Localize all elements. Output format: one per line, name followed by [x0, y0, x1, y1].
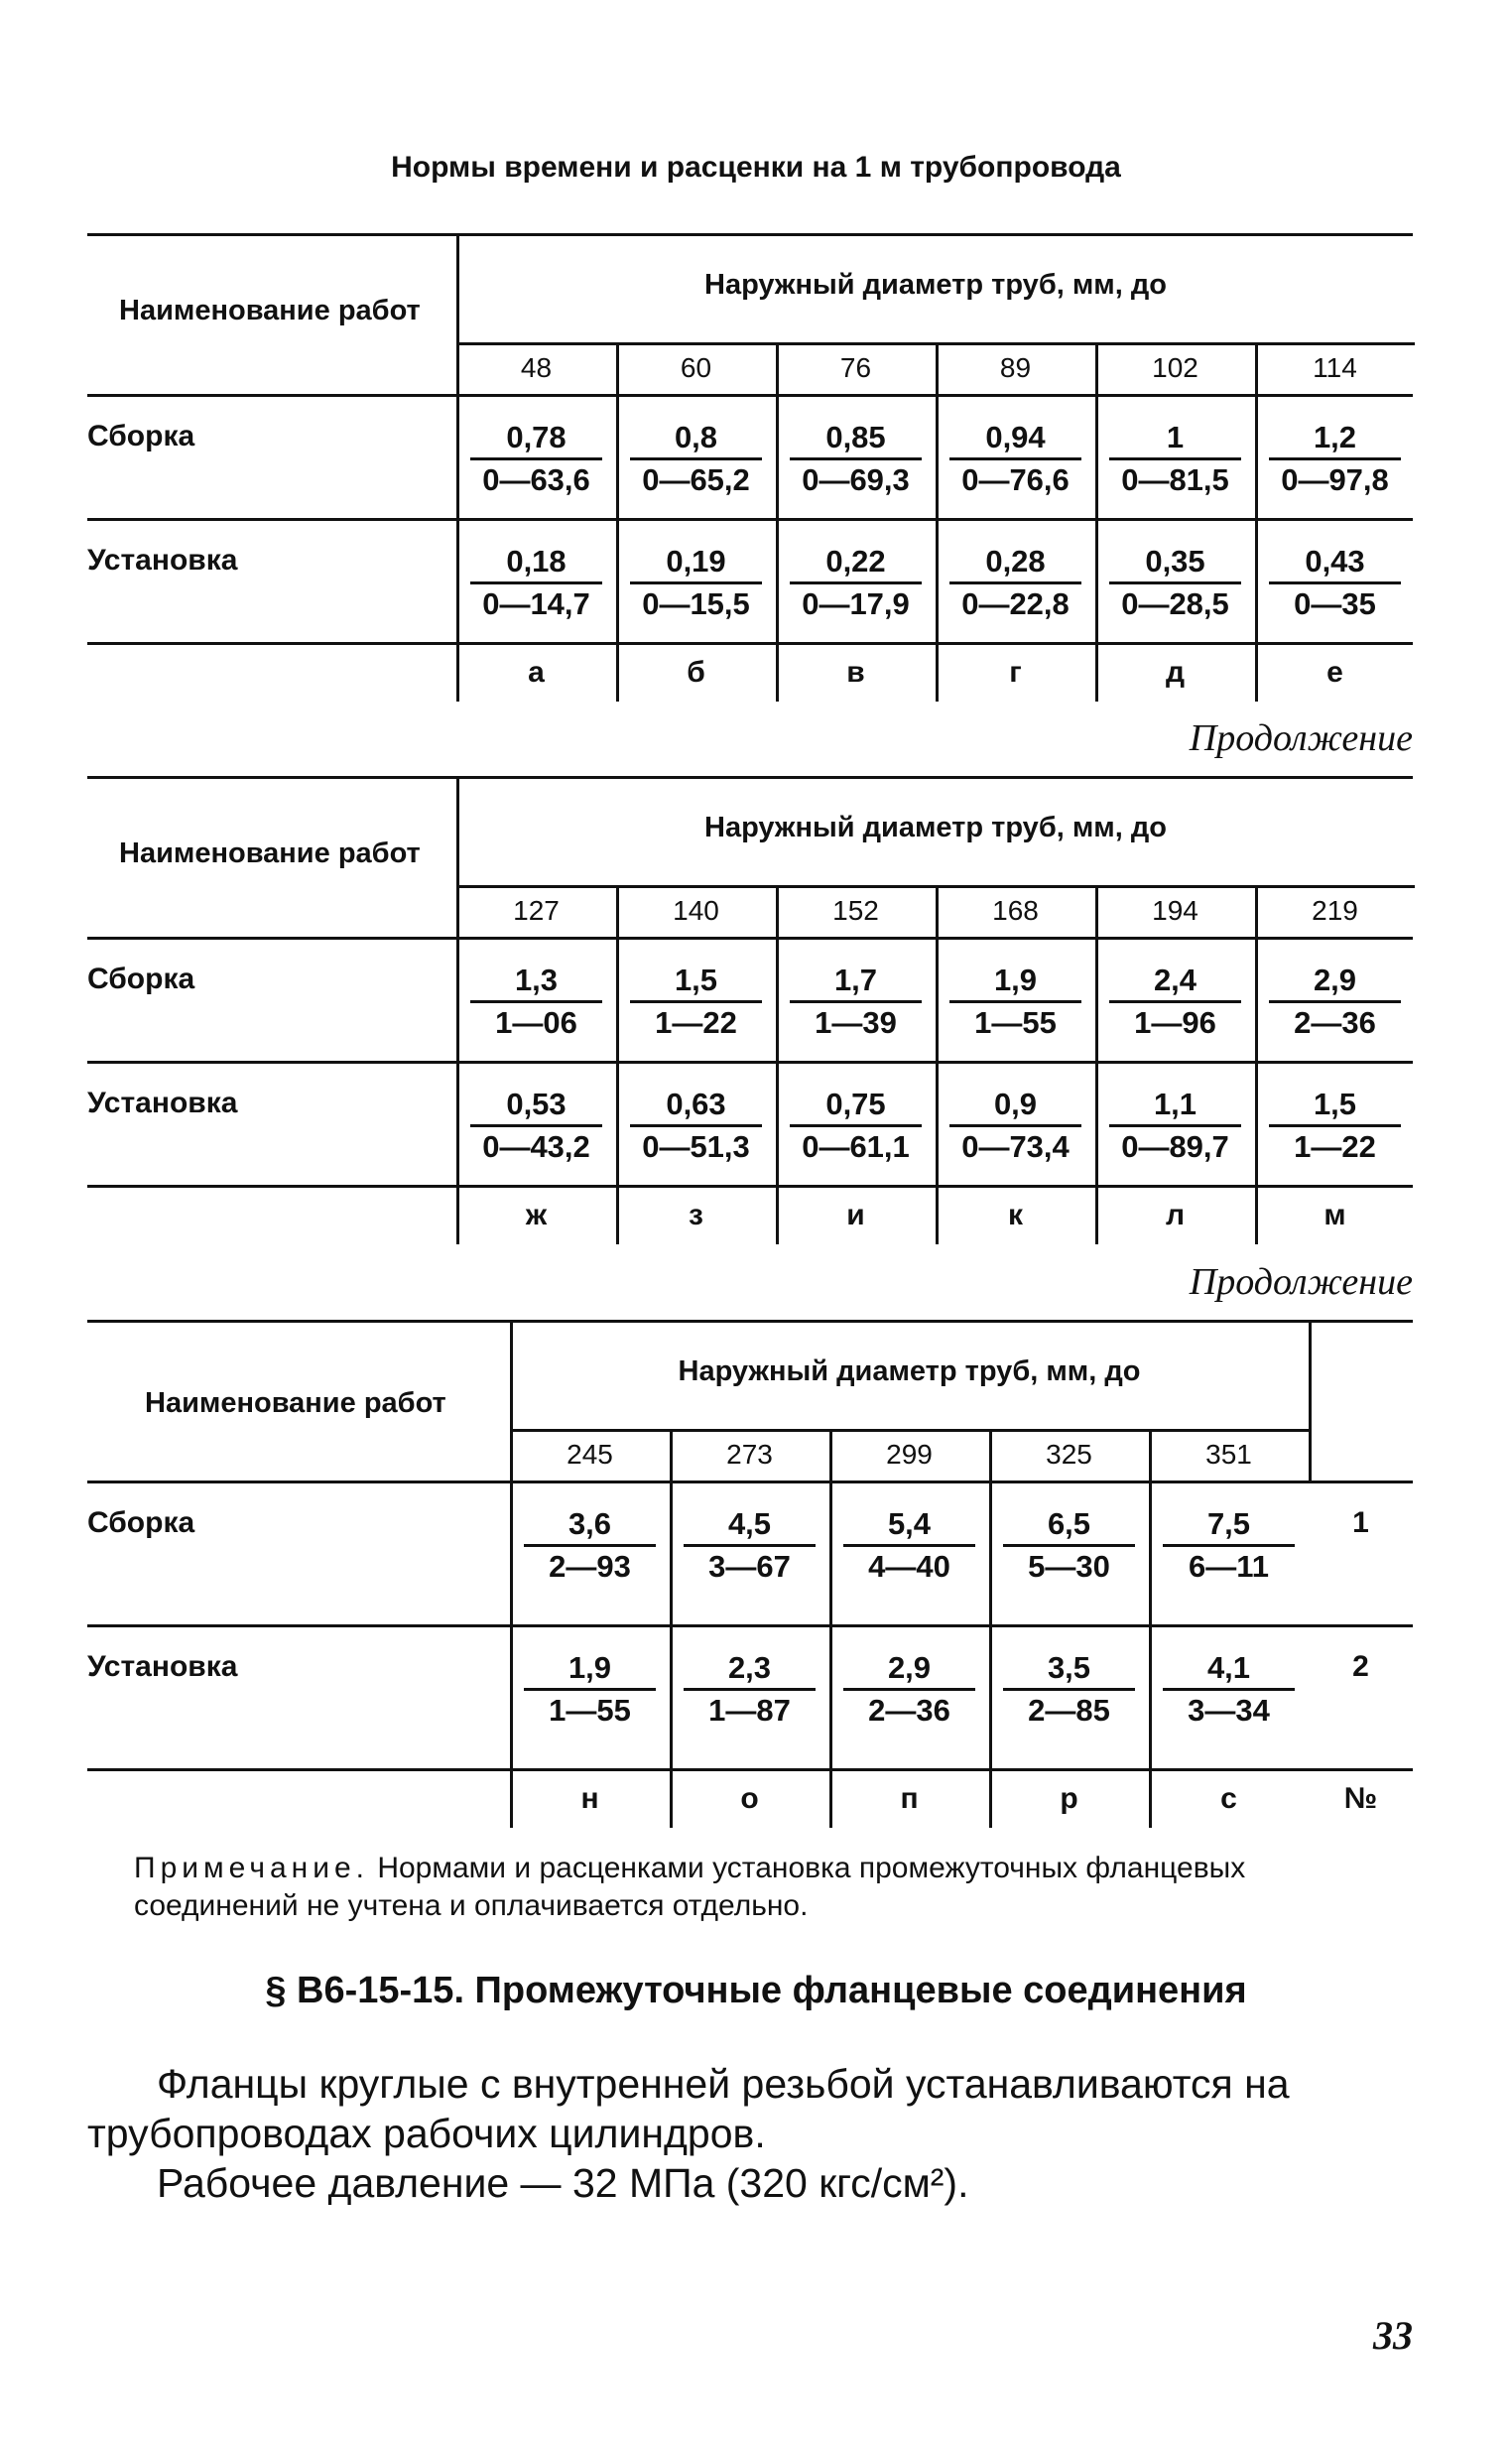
column-letter: р: [1060, 1782, 1078, 1815]
fraction-bar: [1109, 1000, 1241, 1003]
paragraph-flanges-text: Фланцы круглые с внутренней резьбой устанавливаются на трубопроводах рабочих цилиндров.: [87, 2061, 1290, 2156]
rate: 3—67: [708, 1549, 791, 1584]
time-norm: 2,3: [727, 1650, 772, 1685]
norm-cell: [1255, 420, 1415, 498]
table-rule: [87, 1624, 1413, 1627]
fraction-bar: [843, 1688, 975, 1691]
rate: 0—14,7: [482, 586, 590, 621]
column-diameter: 194: [1152, 895, 1198, 926]
rate: 0—73,4: [961, 1129, 1070, 1164]
rate: 1—55: [974, 1005, 1057, 1040]
time-norm: 0,94: [985, 420, 1046, 454]
rate: 0—15,5: [642, 586, 750, 621]
rate: 1—06: [495, 1005, 577, 1040]
table-rule: [1095, 342, 1098, 702]
norm-cell: [456, 1087, 616, 1165]
norm-cell: [670, 1506, 829, 1585]
norm-cell: [776, 1087, 936, 1165]
table-rule: [776, 342, 779, 702]
rate: 0—17,9: [802, 586, 910, 621]
rate: 2—36: [1294, 1005, 1376, 1040]
diameter-header: Наружный диаметр труб, мм, до: [704, 269, 1167, 301]
norm-cell: [616, 1087, 776, 1165]
column-letter: к: [1007, 1199, 1023, 1231]
row-number: 2: [1352, 1650, 1369, 1683]
column-diameter: 168: [992, 895, 1039, 926]
norm-cell: [1149, 1506, 1309, 1585]
time-norm: 0,9: [993, 1087, 1038, 1121]
row-name: Сборка: [87, 963, 195, 995]
table-rule: [87, 642, 1413, 645]
rate: 2—85: [1028, 1693, 1110, 1728]
time-norm: 2,9: [887, 1650, 932, 1685]
column-diameter: 76: [839, 352, 872, 383]
column-letter: л: [1165, 1199, 1186, 1231]
fraction-bar: [790, 1000, 922, 1003]
norm-cell: [936, 544, 1095, 622]
time-norm: 0,78: [506, 420, 567, 454]
column-letter: г: [1009, 656, 1022, 689]
norm-cell: [456, 963, 616, 1041]
rate: 4—40: [868, 1549, 950, 1584]
fraction-bar: [470, 1000, 602, 1003]
norm-cell: [1095, 1087, 1255, 1165]
table-rule: [616, 342, 619, 702]
column-letter: н: [580, 1782, 599, 1815]
rate: 0—76,6: [961, 462, 1070, 497]
norm-cell: [776, 544, 936, 622]
rate: 1—96: [1134, 1005, 1216, 1040]
fraction-bar: [630, 581, 762, 584]
time-norm: 4,5: [727, 1506, 772, 1541]
norm-cell: [776, 420, 936, 498]
column-letter: м: [1323, 1199, 1346, 1231]
time-norm: 6,5: [1047, 1506, 1091, 1541]
fraction-bar: [630, 1124, 762, 1127]
column-diameter: 325: [1046, 1439, 1092, 1470]
note-text: Нормами и расценками установка промежуточных фланцевых соединений не учтена и оплачивается отдельно.: [134, 1852, 1246, 1922]
norm-cell: [456, 544, 616, 622]
diameter-header: Наружный диаметр труб, мм, до: [678, 1355, 1141, 1387]
norms-table-2: [87, 776, 1413, 1231]
fraction-bar: [524, 1688, 656, 1691]
fraction-bar: [1269, 1124, 1401, 1127]
time-norm: 1,7: [833, 963, 878, 997]
rate: 0—81,5: [1121, 462, 1229, 497]
fraction-bar: [790, 1124, 922, 1127]
norms-table-3: [87, 1320, 1413, 1821]
fraction-bar: [470, 581, 602, 584]
column-diameter: 245: [567, 1439, 613, 1470]
rate: 1—87: [708, 1693, 791, 1728]
paragraph-pressure-text: Рабочее давление — 32 МПа (320 кгс/см²).: [157, 2160, 969, 2206]
row-number: 1: [1352, 1506, 1369, 1539]
table-rule: [1309, 1320, 1312, 1480]
row-name: Сборка: [87, 1506, 195, 1539]
rate: 0—97,8: [1281, 462, 1389, 497]
continuation-label: Продолжение: [1189, 1261, 1413, 1303]
time-norm: 4,1: [1206, 1650, 1251, 1685]
column-diameter: 89: [999, 352, 1032, 383]
rate: 0—22,8: [961, 586, 1070, 621]
time-norm: 1,3: [514, 963, 559, 997]
paragraph-flanges: [87, 2059, 1417, 2158]
norm-cell: [1095, 420, 1255, 498]
table-rule: [87, 1768, 1413, 1771]
rate: 0—28,5: [1121, 586, 1229, 621]
fraction-bar: [1269, 581, 1401, 584]
norm-cell: [936, 1087, 1095, 1165]
time-norm: 3,6: [567, 1506, 612, 1541]
table-rule: [1149, 1429, 1152, 1828]
name-column-header: Наименование работ: [119, 837, 421, 869]
fraction-bar: [684, 1544, 816, 1547]
fraction-bar: [684, 1688, 816, 1691]
row-name: Установка: [87, 1650, 238, 1683]
rate: 0—69,3: [802, 462, 910, 497]
norm-cell: [936, 963, 1095, 1041]
fraction-bar: [1003, 1688, 1135, 1691]
norm-cell: [829, 1506, 989, 1585]
rate: 1—39: [815, 1005, 897, 1040]
rate: 2—36: [868, 1693, 950, 1728]
column-letter: с: [1220, 1782, 1237, 1815]
fraction-bar: [524, 1544, 656, 1547]
time-norm: 0,85: [825, 420, 886, 454]
fraction-bar: [1109, 457, 1241, 460]
table-rule: [1095, 885, 1098, 1244]
table-rule: [87, 518, 1413, 521]
norm-cell: [936, 420, 1095, 498]
norm-cell: [1149, 1650, 1309, 1729]
time-norm: 7,5: [1206, 1506, 1251, 1541]
column-diameter: 273: [726, 1439, 773, 1470]
time-norm: 0,43: [1305, 544, 1365, 579]
norm-cell: [616, 963, 776, 1041]
fraction-bar: [790, 457, 922, 460]
table-rule: [87, 1061, 1413, 1064]
time-norm: 1,5: [674, 963, 718, 997]
rate: 3—34: [1188, 1693, 1270, 1728]
column-letter: б: [687, 656, 705, 689]
row-name: Установка: [87, 1087, 238, 1119]
table-note: [134, 1850, 1414, 1925]
norm-cell: [776, 963, 936, 1041]
continuation-label: Продолжение: [1189, 717, 1413, 759]
fraction-bar: [1163, 1544, 1295, 1547]
rate: 0—51,3: [642, 1129, 750, 1164]
time-norm: 5,4: [887, 1506, 932, 1541]
time-norm: 0,18: [506, 544, 567, 579]
norm-cell: [456, 420, 616, 498]
time-norm: 0,75: [825, 1087, 886, 1121]
column-diameter: 299: [886, 1439, 933, 1470]
column-diameter: 114: [1313, 352, 1357, 383]
table-rule: [87, 1480, 1413, 1483]
column-letter: в: [846, 656, 865, 689]
time-norm: 3,5: [1047, 1650, 1091, 1685]
name-column-header: Наименование работ: [145, 1387, 446, 1419]
fraction-bar: [470, 457, 602, 460]
norm-cell: [1095, 963, 1255, 1041]
column-diameter: 219: [1312, 895, 1358, 926]
time-norm: 0,19: [666, 544, 726, 579]
fraction-bar: [1003, 1544, 1135, 1547]
column-letter: д: [1165, 656, 1186, 689]
row-name: Установка: [87, 544, 238, 577]
time-norm: 1,9: [993, 963, 1038, 997]
table-rule: [87, 937, 1413, 940]
table-rule: [87, 1185, 1413, 1188]
page-number: 33: [1373, 2313, 1413, 2358]
time-norm: 2,9: [1313, 963, 1357, 997]
norm-cell: [829, 1650, 989, 1729]
table-rule: [989, 1429, 992, 1828]
time-norm: 1,9: [567, 1650, 612, 1685]
table-rule: [87, 394, 1413, 397]
fraction-bar: [630, 457, 762, 460]
fraction-bar: [630, 1000, 762, 1003]
time-norm: 0,28: [985, 544, 1046, 579]
fraction-bar: [1109, 1124, 1241, 1127]
column-letter: ж: [525, 1199, 548, 1231]
fraction-bar: [843, 1544, 975, 1547]
norm-cell: [1255, 1087, 1415, 1165]
rate: 0—35: [1294, 586, 1376, 621]
fraction-bar: [1163, 1688, 1295, 1691]
time-norm: 0,22: [825, 544, 886, 579]
diameter-header: Наружный диаметр труб, мм, до: [704, 812, 1167, 843]
column-letter: и: [846, 1199, 865, 1231]
rate: 1—22: [655, 1005, 737, 1040]
norm-cell: [989, 1650, 1149, 1729]
rate: 1—22: [1294, 1129, 1376, 1164]
column-letter: е: [1326, 656, 1343, 689]
fraction-bar: [949, 1124, 1081, 1127]
fraction-bar: [949, 581, 1081, 584]
rate: 5—30: [1028, 1549, 1110, 1584]
rate: 2—93: [549, 1549, 631, 1584]
norm-cell: [510, 1506, 670, 1585]
rate: 1—55: [549, 1693, 631, 1728]
column-letter: з: [689, 1199, 703, 1231]
column-letter: о: [740, 1782, 759, 1815]
norms-table-1: [87, 233, 1413, 689]
table-rule: [1255, 885, 1258, 1244]
norm-cell: [1255, 544, 1415, 622]
table-rule: [936, 342, 939, 702]
page-title: Нормы времени и расценки на 1 м трубопровода: [391, 151, 1121, 184]
norm-cell: [670, 1650, 829, 1729]
table-rule: [1255, 342, 1258, 702]
column-diameter: 127: [513, 895, 560, 926]
rate: 0—65,2: [642, 462, 750, 497]
norm-cell: [1255, 963, 1415, 1041]
norm-cell: [510, 1650, 670, 1729]
fraction-bar: [470, 1124, 602, 1127]
column-letter: а: [528, 656, 545, 689]
rate: 0—43,2: [482, 1129, 590, 1164]
table-rule: [829, 1429, 832, 1828]
column-diameter: 152: [832, 895, 879, 926]
rate: 6—11: [1188, 1549, 1269, 1584]
norm-cell: [616, 544, 776, 622]
fraction-bar: [1269, 457, 1401, 460]
norm-cell: [616, 420, 776, 498]
rate: 0—63,6: [482, 462, 590, 497]
fraction-bar: [949, 1000, 1081, 1003]
number-column-header: №: [1343, 1782, 1378, 1815]
column-diameter: 351: [1205, 1439, 1252, 1470]
time-norm: 1,1: [1153, 1087, 1197, 1121]
fraction-bar: [1269, 1000, 1401, 1003]
name-column-header: Наименование работ: [119, 295, 421, 326]
table-rule: [87, 776, 1413, 779]
section-title: § В6-15-15. Промежуточные фланцевые соединения: [265, 1970, 1247, 2011]
time-norm: 2,4: [1153, 963, 1197, 997]
table-rule: [670, 1429, 673, 1828]
norm-cell: [989, 1506, 1149, 1585]
fraction-bar: [949, 457, 1081, 460]
time-norm: 1,2: [1313, 420, 1357, 454]
table-rule: [936, 885, 939, 1244]
paragraph-pressure: [87, 2158, 1417, 2208]
table-rule: [510, 1429, 1309, 1432]
table-rule: [616, 885, 619, 1244]
table-rule: [776, 885, 779, 1244]
fraction-bar: [1109, 581, 1241, 584]
time-norm: 1: [1166, 420, 1185, 454]
time-norm: 0,8: [674, 420, 718, 454]
column-diameter: 140: [673, 895, 719, 926]
column-letter: п: [900, 1782, 919, 1815]
time-norm: 0,53: [506, 1087, 567, 1121]
time-norm: 0,35: [1145, 544, 1205, 579]
time-norm: 0,63: [666, 1087, 726, 1121]
table-rule: [87, 233, 1413, 236]
table-rule: [87, 1320, 1413, 1323]
column-diameter: 60: [680, 352, 712, 383]
note-label: Примечание.: [134, 1852, 369, 1884]
fraction-bar: [790, 581, 922, 584]
rate: 0—89,7: [1121, 1129, 1229, 1164]
column-diameter: 48: [520, 352, 553, 383]
time-norm: 1,5: [1313, 1087, 1357, 1121]
norm-cell: [1095, 544, 1255, 622]
column-diameter: 102: [1152, 352, 1198, 383]
row-name: Сборка: [87, 420, 195, 452]
rate: 0—61,1: [802, 1129, 910, 1164]
